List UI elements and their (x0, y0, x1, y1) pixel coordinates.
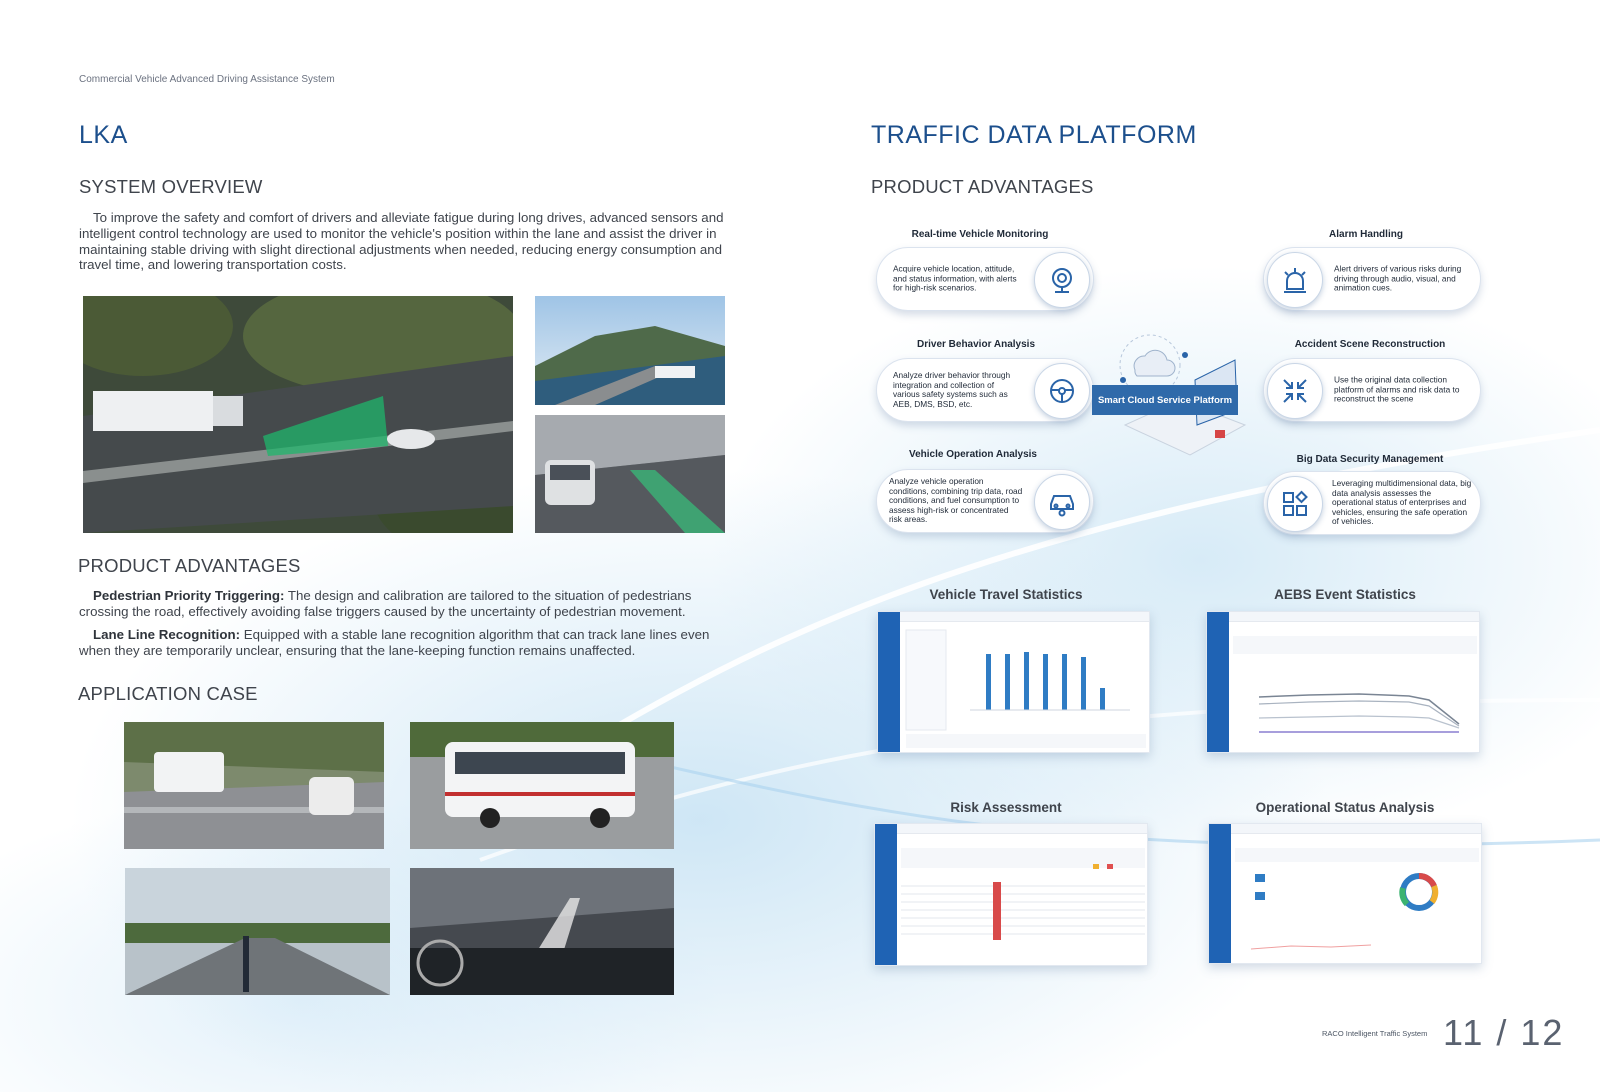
feature-title-realtime-monitoring: Real-time Vehicle Monitoring (911, 229, 1049, 240)
system-overview-text: To improve the safety and comfort of drivers and alleviate fatigue during long drives, advanced sensors and intelligent control technology are used to monitor the vehicle's position within the lane and assist the driver in maintaining stable driving with slight directional adjustments when needed, reducing energy consumption and travel time, and lowering transportation costs. (79, 210, 724, 273)
feature-text: Alert drivers of various risks during driving through audio, visual, and animation cues. (1334, 263, 1462, 293)
steering-wheel-icon (1034, 363, 1090, 419)
traffic-data-platform-title: TRAFFIC DATA PLATFORM (871, 121, 1197, 149)
feature-card-driver-behavior (876, 358, 1094, 422)
feature-text: Analyze vehicle operation conditions, combining trip data, road conditions, and fuel consumption to assess high-risk or concentrated risk areas. (889, 476, 1023, 525)
application-dashcam-photo (410, 868, 674, 995)
feature-title-accident-reconstruction: Accident Scene Reconstruction (1294, 339, 1446, 350)
application-white-bus-photo (410, 722, 674, 849)
application-bus-test-photo (124, 722, 384, 849)
feature-title-big-data-security: Big Data Security Management (1296, 454, 1444, 465)
arrows-inward-icon (1267, 363, 1323, 419)
page-number: 11 / 12 (1443, 1012, 1565, 1053)
document-subtitle: Commercial Vehicle Advanced Driving Assistance System (79, 74, 335, 85)
advantage-lane-line-recognition: Lane Line Recognition: Equipped with a stable lane recognition algorithm that can track lane lines even when they are temporarily unclear, ensuring that the lane-keeping function remains unaffected. (79, 627, 710, 658)
lka-title: LKA (79, 121, 128, 149)
screen-title-vehicle-travel: Vehicle Travel Statistics (929, 587, 1083, 602)
feature-card-alarm-handling (1263, 247, 1481, 311)
lka-advantages-heading: PRODUCT ADVANTAGES (78, 555, 301, 576)
feature-text: Use the original data collection platform of alarms and risk data to reconstruct the scene (1334, 374, 1460, 404)
feature-title-vehicle-operation: Vehicle Operation Analysis (908, 449, 1037, 460)
application-pedestrian-road-photo (125, 868, 390, 995)
advantage-pedestrian-priority: Pedestrian Priority Triggering: The design and calibration are tailored to the situation of pedestrians crossing the road, effectively avoiding false triggers caused by the uncertainty of pedestrian movement. (79, 588, 692, 619)
application-case-heading: APPLICATION CASE (78, 683, 258, 704)
screen-title-risk-assessment: Risk Assessment (950, 800, 1062, 815)
blocks-icon (1267, 476, 1323, 532)
feature-card-accident-reconstruction (1263, 358, 1481, 422)
feature-text: Acquire vehicle location, attitude, and status information, with alerts for high-risk scenarios. (893, 263, 1017, 293)
feature-title-driver-behavior: Driver Behavior Analysis (916, 339, 1036, 350)
screen-risk-assessment (874, 823, 1148, 966)
lka-aerial-photo (83, 296, 513, 533)
screen-operational-status-analysis (1208, 823, 1482, 964)
alarm-light-icon (1267, 252, 1323, 308)
cloud-platform-illustration (1097, 330, 1255, 465)
lka-coastal-road-photo (535, 296, 725, 405)
system-overview-heading: SYSTEM OVERVIEW (79, 176, 263, 197)
car-gear-icon (1034, 474, 1090, 530)
screen-vehicle-travel-statistics (877, 611, 1150, 753)
screen-title-operational-status: Operational Status Analysis (1255, 800, 1435, 815)
screen-aebs-event-statistics (1206, 611, 1480, 753)
lka-bridge-road-photo (535, 415, 725, 533)
feature-card-vehicle-operation (876, 469, 1094, 533)
camera-icon (1034, 252, 1090, 308)
feature-card-big-data-security (1263, 471, 1481, 535)
platform-advantages-heading: PRODUCT ADVANTAGES (871, 176, 1094, 197)
screen-title-aebs: AEBS Event Statistics (1274, 587, 1416, 602)
feature-text: Analyze driver behavior through integration and collection of various safety systems such as AEB, DMS, BSD, etc. (893, 369, 1011, 409)
feature-card-realtime-monitoring (876, 247, 1094, 311)
feature-title-alarm-handling: Alarm Handling (1329, 229, 1403, 240)
feature-text: Leveraging multidimensional data, big data analysis assesses the operational status of enterprises and vehicles, ensuring the safe operation of vehicles. (1332, 478, 1472, 527)
footer-brand: RACO Intelligent Traffic System (1322, 1029, 1428, 1038)
smart-cloud-platform-label: Smart Cloud Service Platform (1092, 385, 1238, 415)
